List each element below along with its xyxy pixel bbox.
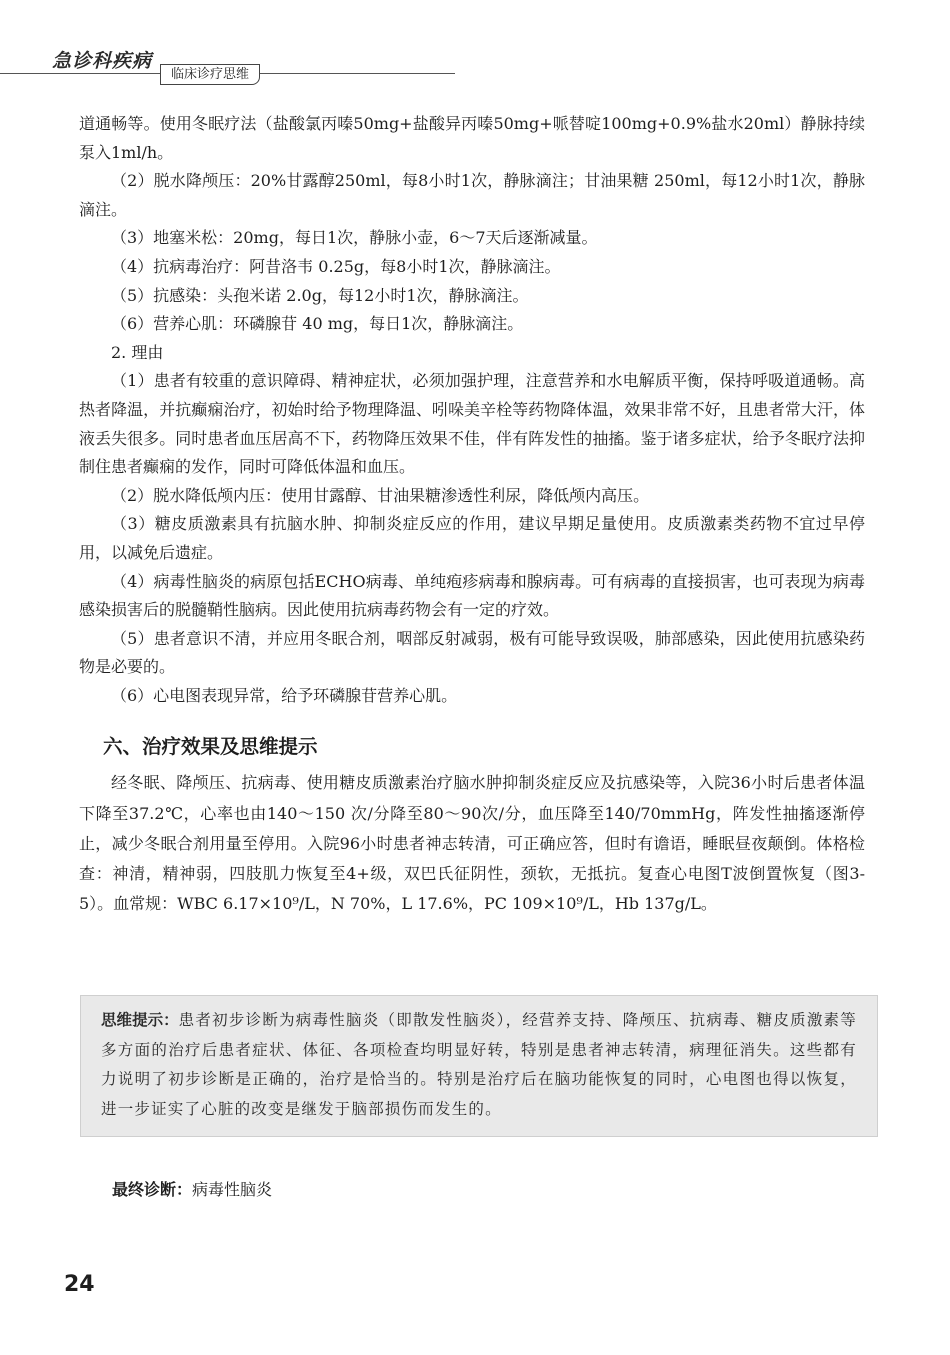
paragraph: （3）地塞米松：20mg，每日1次，静脉小壶，6～7天后逐渐减量。 bbox=[111, 228, 598, 248]
tip-label: 思维提示： bbox=[101, 1011, 179, 1029]
paragraph: （6）心电图表现异常，给予环磷腺苷营养心肌。 bbox=[111, 685, 458, 705]
series-tag: 临床诊疗思维 bbox=[160, 64, 260, 85]
paragraph: （6）营养心肌：环磷腺苷 40 mg，每日1次，静脉滴注。 bbox=[111, 314, 524, 334]
paragraph: （1）患者有较重的意识障碍、精神症状，必须加强护理，注意营养和水电解质平衡，保持呼吸道通畅。高热者降温，并抗癫痫治疗，初始时给予物理降温、吲哚美辛栓等药物降体温，效果非常不好，且患者常大汗，体液丢失很多。同时患者血压居高不下，药物降压效果不佳，伴有阵发性的抽搐。鉴于诸多症状，给予冬眠疗法抑制住患者癫痫的发作，同时可降低体温和血压。 bbox=[79, 371, 865, 477]
page-number: 24 bbox=[64, 1272, 95, 1297]
paragraph: （2）脱水降低颅内压：使用甘露醇、甘油果糖渗透性利尿，降低颅内高压。 bbox=[111, 485, 650, 505]
paragraph: （3）糖皮质激素具有抗脑水肿、抑制炎症反应的作用，建议早期足量使用。皮质激素类药物不宜过早停用，以减免后遗症。 bbox=[79, 514, 865, 562]
thinking-tip-box bbox=[80, 995, 878, 1137]
paragraph: （5）患者意识不清，并应用冬眠合剂，咽部反射减弱，极有可能导致误吸，肺部感染，因此使用抗感染药物是必要的。 bbox=[79, 628, 865, 677]
tip-text: 患者初步诊断为病毒性脑炎（即散发性脑炎），经营养支持、降颅压、抗病毒、糖皮质激素等多方面的治疗后患者症状、体征、各项检查均明显好转，特别是患者神志转清，病理征消失。这些都有力说明了初步诊断是正确的，治疗是恰当的。特别是治疗后在脑功能恢复的同时，心电图也得以恢复，进一步证实了心脏的改变是继发于脑部损伤而发生的。 bbox=[101, 1011, 857, 1118]
paragraph: 道通畅等。使用冬眠疗法（盐酸氯丙嗪50mg+盐酸异丙嗪50mg+哌替啶100mg+0.9%盐水20ml）静脉持续泵入1ml/h。 bbox=[79, 114, 865, 162]
paragraph: （4）病毒性脑炎的病原包括ECHO病毒、单纯疱疹病毒和腺病毒。可有病毒的直接损害，也可表现为病毒感染损害后的脱髓鞘性脑病。因此使用抗病毒药物会有一定的疗效。 bbox=[79, 571, 865, 620]
final-diagnosis-text: 病毒性脑炎 bbox=[192, 1180, 273, 1199]
book-title: 急诊科疾病 bbox=[52, 50, 153, 72]
paragraph: （5）抗感染：头孢米诺 2.0g，每12小时1次，静脉滴注。 bbox=[111, 285, 529, 305]
paragraph: 经冬眠、降颅压、抗病毒、使用糖皮质激素治疗脑水肿抑制炎症反应及抗感染等，入院36小时后患者体温下降至37.2℃，心率也由140～150 次/分降至80～90次/分，血压降至140/70mmHg，阵发性抽搐逐渐停止，减少冬眠合剂用量至停用。入院96小时患者神志转清，可正确应答，但时有谵语，睡眠昼夜颠倒。体格检查：神清，精神弱，四肢肌力恢复至4+级，双巴氏征阴性，颈软，无抵抗。复查心电图T波倒置恢复（图3-5）。血常规：WBC 6.17×10⁹/L，N 70%，L 17.6%，PC 109×10⁹/L，Hb 137g/L。 bbox=[79, 773, 865, 914]
final-diagnosis-label: 最终诊断： bbox=[112, 1180, 193, 1199]
final-diagnosis bbox=[112, 1177, 272, 1203]
paragraph: （4）抗病毒治疗：阿昔洛韦 0.25g，每8小时1次，静脉滴注。 bbox=[111, 256, 561, 276]
body-text bbox=[79, 110, 865, 919]
subheading: 2. 理由 bbox=[111, 342, 164, 362]
section-heading: 六、治疗效果及思维提示 bbox=[103, 735, 318, 759]
paragraph: （2）脱水降颅压：20%甘露醇250ml，每8小时1次，静脉滴注；甘油果糖 250ml，每12小时1次，静脉滴注。 bbox=[79, 171, 865, 219]
running-header bbox=[0, 40, 950, 90]
